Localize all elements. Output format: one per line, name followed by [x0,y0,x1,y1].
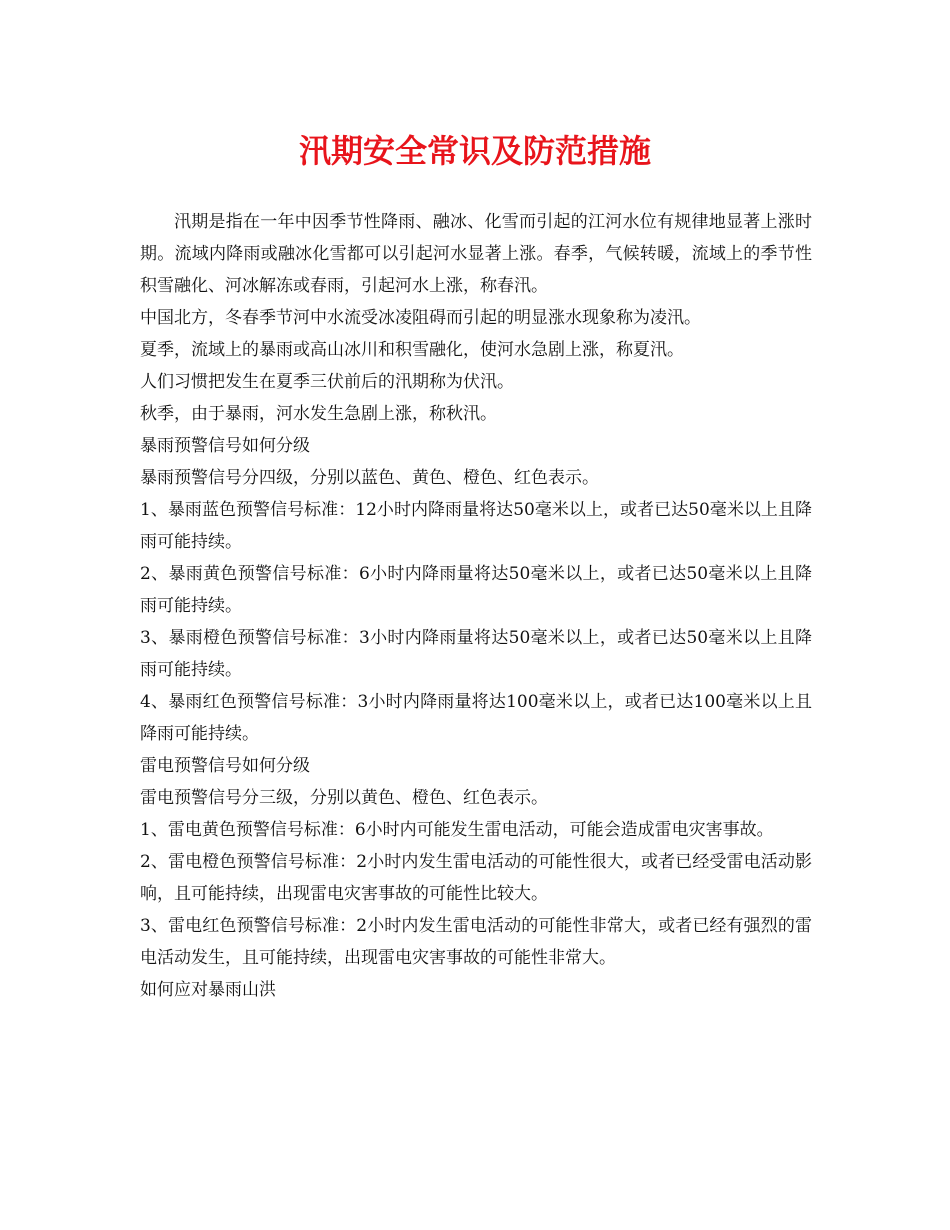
paragraph-autumn-flood: 秋季，由于暴雨，河水发生急剧上涨，称秋汛。 [140,404,497,424]
paragraph-rainstorm-levels: 暴雨预警信号分四级，分别以蓝色、黄色、橙色、红色表示。 [140,468,599,488]
paragraph-summer-flood: 夏季，流域上的暴雨或高山冰川和积雪融化，使河水急剧上涨，称夏汛。 [140,340,684,360]
list-item-rainstorm-blue: 1、暴雨蓝色预警信号标准：12小时内降雨量将达50毫米以上，或者已达50毫米以上且降雨可能持续。 [140,500,812,552]
heading-thunder-warning: 雷电预警信号如何分级 [140,756,310,776]
heading-rainstorm-warning: 暴雨预警信号如何分级 [140,436,310,456]
document-title: 汛期安全常识及防范措施 [298,132,651,170]
paragraph-ice-flood: 中国北方，冬春季节河中水流受冰凌阻碍而引起的明显涨水现象称为凌汛。 [140,308,701,328]
heading-flash-flood: 如何应对暴雨山洪 [140,980,276,1000]
paragraph-intro: 汛期是指在一年中因季节性降雨、融冰、化雪而引起的江河水位有规律地显著上涨时期。流域内降雨或融冰化雪都可以引起河水显著上涨。春季，气候转暖，流域上的季节性积雪融化、河冰解冻或春雨，引起河水上涨，称春汛。 [140,212,812,296]
paragraph-dog-days-flood: 人们习惯把发生在夏季三伏前后的汛期称为伏汛。 [140,372,514,392]
list-item-thunder-red: 3、雷电红色预警信号标准：2小时内发生雷电活动的可能性非常大，或者已经有强烈的雷电活动发生，且可能持续，出现雷电灾害事故的可能性非常大。 [140,916,812,968]
document-body [140,206,812,1006]
paragraph-thunder-levels: 雷电预警信号分三级，分别以黄色、橙色、红色表示。 [140,788,548,808]
list-item-thunder-yellow: 1、雷电黄色预警信号标准：6小时内可能发生雷电活动，可能会造成雷电灾害事故。 [140,820,774,840]
list-item-rainstorm-orange: 3、暴雨橙色预警信号标准：3小时内降雨量将达50毫米以上，或者已达50毫米以上且降雨可能持续。 [140,628,812,680]
list-item-rainstorm-red: 4、暴雨红色预警信号标准：3小时内降雨量将达100毫米以上，或者已达100毫米以上且降雨可能持续。 [140,692,812,744]
list-item-thunder-orange: 2、雷电橙色预警信号标准：2小时内发生雷电活动的可能性很大，或者已经受雷电活动影响，且可能持续，出现雷电灾害事故的可能性比较大。 [140,852,812,904]
list-item-rainstorm-yellow: 2、暴雨黄色预警信号标准：6小时内降雨量将达50毫米以上，或者已达50毫米以上且降雨可能持续。 [140,564,812,616]
